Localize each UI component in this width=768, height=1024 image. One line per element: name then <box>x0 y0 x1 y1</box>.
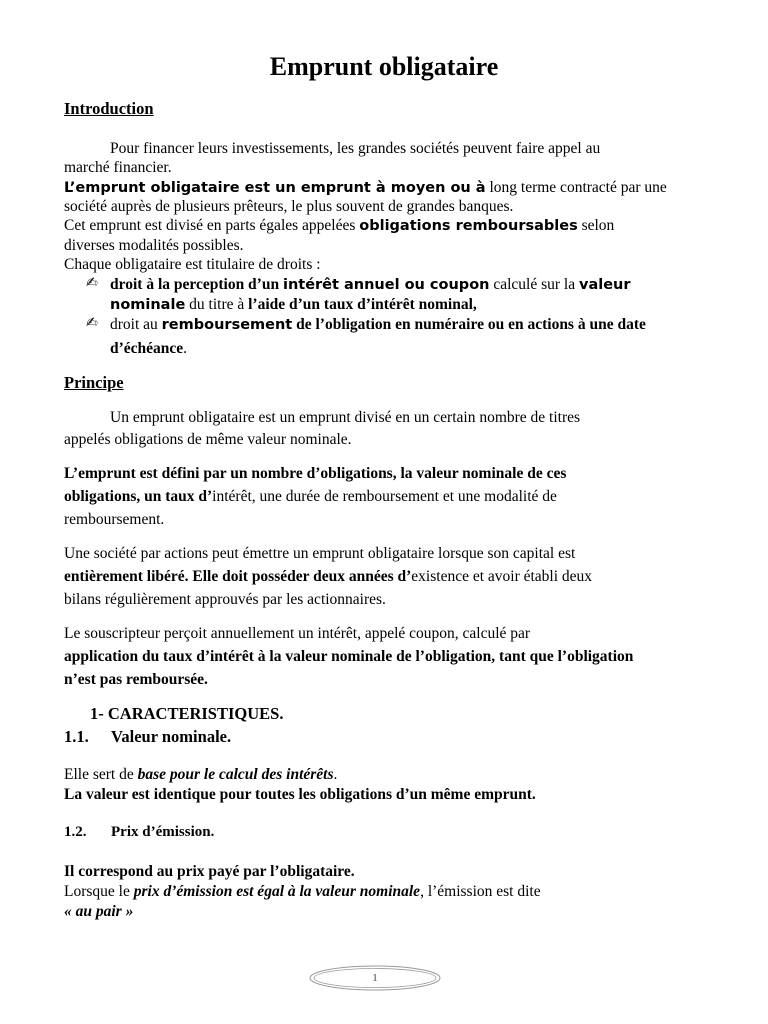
principe-paragraph-4-line-3: n’est pas remboursée. <box>64 671 208 688</box>
subsection-title-prix-emission: Prix d’émission. <box>111 824 215 840</box>
heading-principe: Principe <box>64 373 124 392</box>
principe-paragraph-3-line-1: Une société par actions peut émettre un emprunt obligataire lorsque son capital est <box>64 545 576 562</box>
bullet-pen-icon: ✍ <box>86 275 98 291</box>
intro-paragraph-1-line-2: marché financier. <box>64 159 172 176</box>
document-title: Emprunt obligataire <box>269 52 499 81</box>
intro-paragraph-4: Chaque obligataire est titulaire de droits : <box>64 256 321 273</box>
principe-paragraph-4-line-1: Le souscripteur perçoit annuellement un intérêt, appelé coupon, calculé par <box>64 625 531 642</box>
intro-paragraph-3-line-2: diverses modalités possibles. <box>64 237 244 254</box>
subsection-number-1-1: 1.1. <box>64 727 89 746</box>
bullet-2-line-2: d’échéance. <box>110 340 188 357</box>
s12-paragraph-1: Il correspond au prix payé par l’obligataire. <box>64 863 355 880</box>
bullet-1-line-2: nominale du titre à l’aide d’un taux d’intérêt nominal, <box>110 296 477 313</box>
page-number: 1 <box>372 972 378 984</box>
heading-introduction: Introduction <box>64 99 154 118</box>
bullet-2-line-1: droit au remboursement de l’obligation en numéraire ou en actions à une date <box>110 316 646 333</box>
intro-paragraph-2-line-2: société auprès de plusieurs prêteurs, le plus souvent de grandes banques. <box>64 198 514 215</box>
intro-paragraph-1-line-1: Pour financer leurs investissements, les grandes sociétés peuvent faire appel au <box>110 140 601 157</box>
s12-paragraph-3: « au pair » <box>64 903 134 920</box>
intro-paragraph-2-line-1: L’emprunt obligataire est un emprunt à moyen ou à long terme contracté par une <box>64 179 667 196</box>
s11-paragraph-2: La valeur est identique pour toutes les obligations d’un même emprunt. <box>64 786 536 803</box>
principe-paragraph-2-line-3: remboursement. <box>64 511 165 528</box>
subsection-title-valeur-nominale: Valeur nominale. <box>111 727 232 746</box>
section-heading-caracteristiques: 1- CARACTERISTIQUES. <box>90 704 284 723</box>
principe-paragraph-3-line-3: bilans régulièrement approuvés par les actionnaires. <box>64 591 386 608</box>
subsection-number-1-2: 1.2. <box>64 824 87 840</box>
intro-paragraph-3-line-1: Cet emprunt est divisé en parts égales appelées obligations remboursables selon <box>64 217 615 234</box>
principe-paragraph-1-line-1: Un emprunt obligataire est un emprunt divisé en un certain nombre de titres <box>110 409 581 426</box>
principe-paragraph-2-line-2: obligations, un taux d’intérêt, une durée de remboursement et une modalité de <box>64 488 557 505</box>
principe-paragraph-2-line-1: L’emprunt est défini par un nombre d’obligations, la valeur nominale de ces <box>64 465 567 482</box>
principe-paragraph-1-line-2: appelés obligations de même valeur nominale. <box>64 431 352 448</box>
bullet-pen-icon: ✍ <box>86 315 98 331</box>
s11-paragraph-1: Elle sert de base pour le calcul des intérêts. <box>64 766 338 783</box>
bullet-1-line-1: droit à la perception d’un intérêt annuel ou coupon calculé sur la valeur <box>110 276 631 293</box>
principe-paragraph-4-line-2: application du taux d’intérêt à la valeur nominale de l’obligation, tant que l’obligation <box>64 648 634 665</box>
principe-paragraph-3-line-2: entièrement libéré. Elle doit posséder deux années d’existence et avoir établi deux <box>64 568 593 585</box>
s12-paragraph-2: Lorsque le prix d’émission est égal à la valeur nominale, l’émission est dite <box>64 883 541 900</box>
